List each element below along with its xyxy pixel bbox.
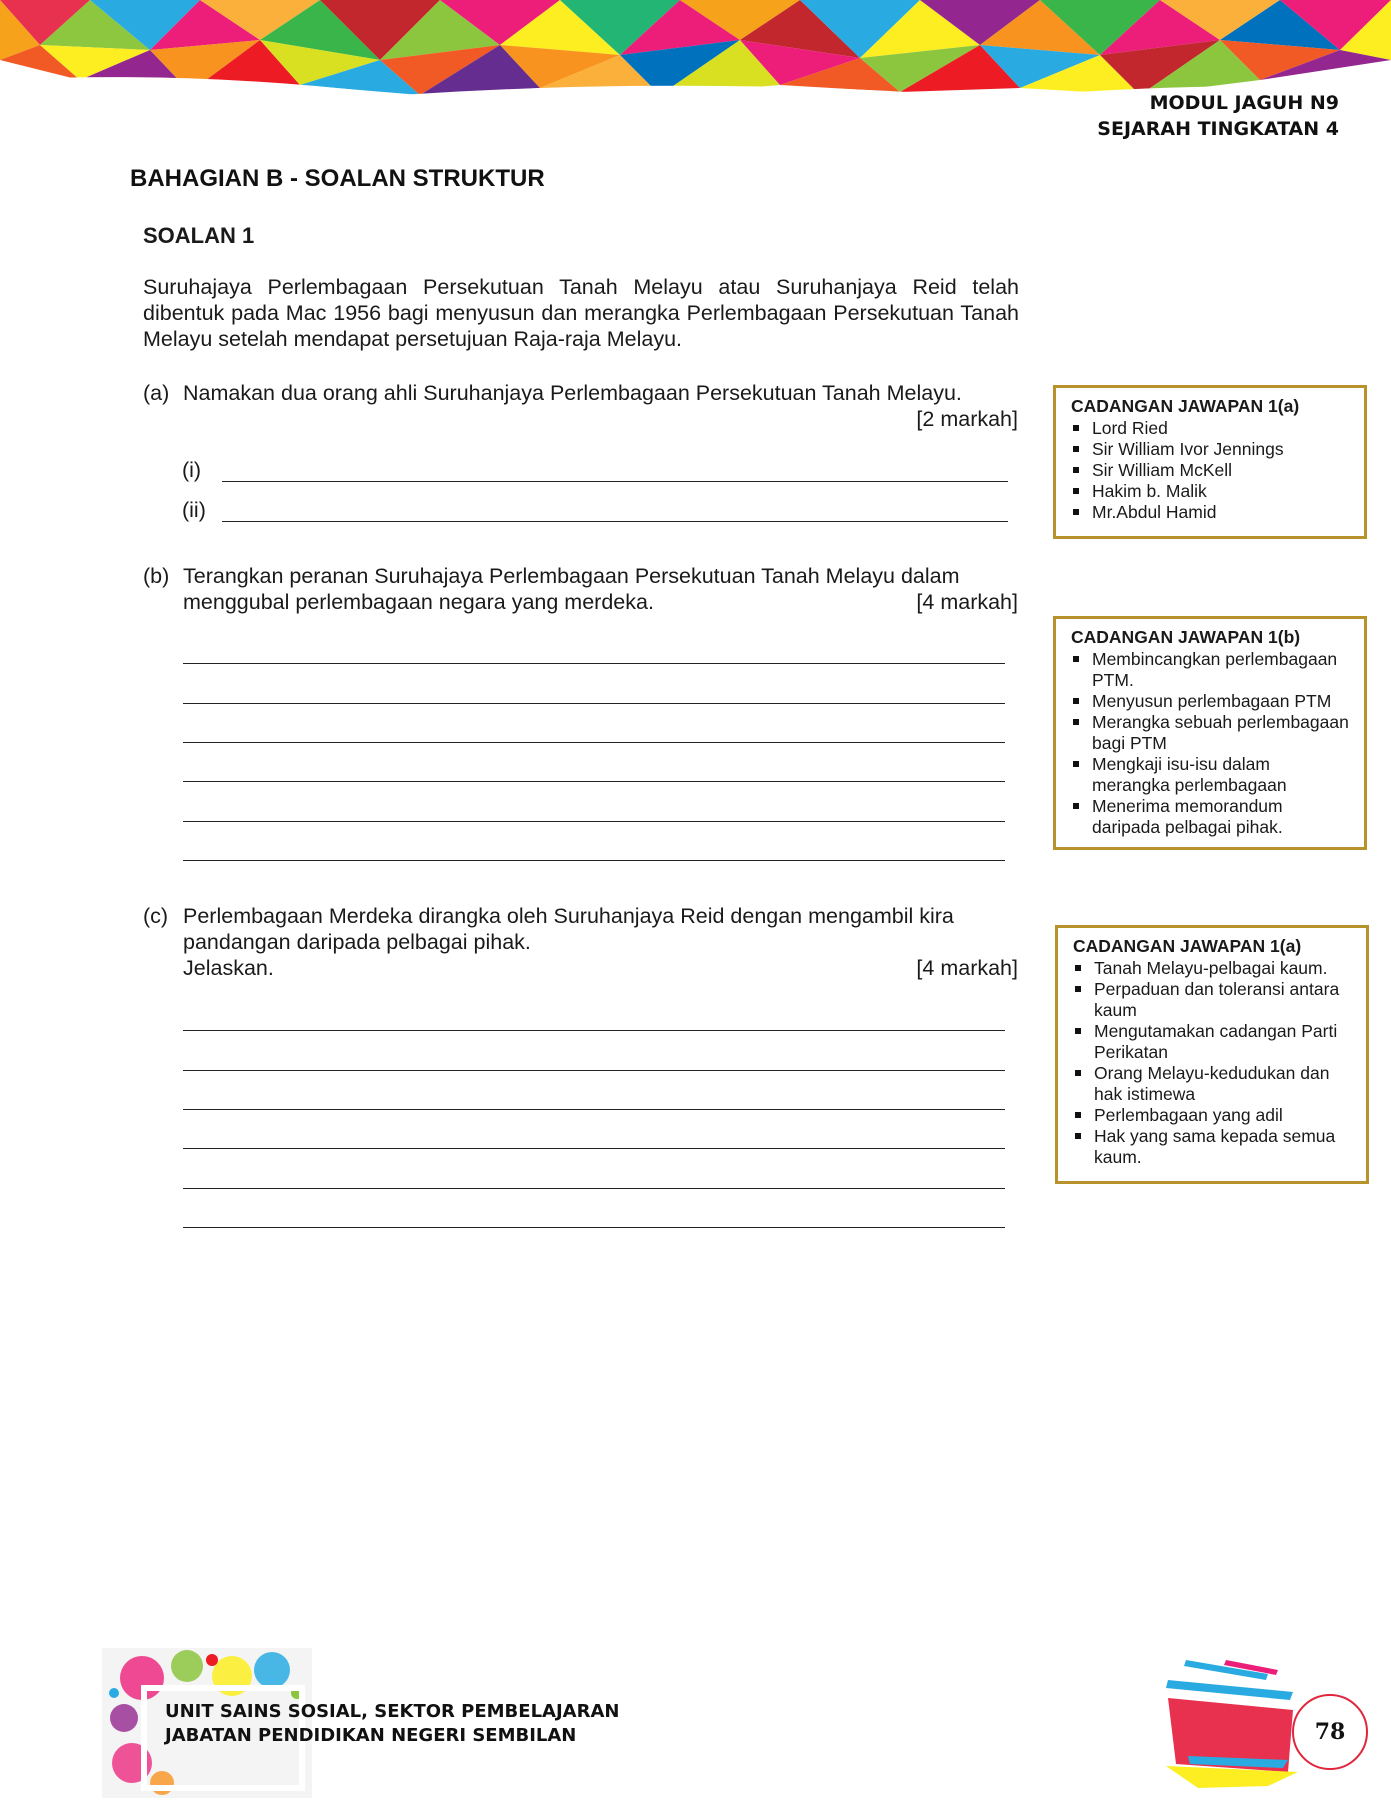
answer-box-c-list [1073, 958, 1352, 1168]
list-item-text: Menerima memorandum daripada pelbagai pihak. [1092, 796, 1283, 837]
question-intro: Suruhajaya Perlembagaan Persekutuan Tanah Melayu atau Suruhanjaya Reid telah dibentuk pada Mac 1956 bagi menyusun dan merangka Perlembagaan Persekutuan Tanah Melayu setelah mendapat persetujuan Raja-raja Melayu. [143, 275, 1019, 351]
list-item [1071, 439, 1350, 460]
list-item [1073, 1105, 1352, 1126]
answer-line-b2[interactable] [183, 703, 1005, 704]
answer-box-a [1053, 385, 1367, 539]
bullet-icon [1073, 656, 1079, 662]
answer-line-b6[interactable] [183, 860, 1005, 861]
list-item-text: Mengkaji isu-isu dalam merangka perlembagaan [1092, 754, 1287, 795]
bullet-icon [1075, 1133, 1081, 1139]
answer-line-c2[interactable] [183, 1070, 1005, 1071]
bullet-icon [1075, 986, 1081, 992]
part-c-question-line1: Perlembagaan Merdeka dirangka oleh Suruhanjaya Reid dengan mengambil kira [183, 904, 954, 928]
part-a-marks: [2 markah] [916, 407, 1018, 431]
list-item-text: Membincangkan perlembagaan PTM. [1092, 649, 1338, 690]
footer-line1: UNIT SAINS SOSIAL, SEKTOR PEMBELAJARAN [165, 1701, 620, 1722]
bullet-icon [1073, 698, 1079, 704]
list-item-text: Mengutamakan cadangan Parti Perikatan [1094, 1021, 1338, 1062]
answer-box-b [1053, 616, 1367, 850]
part-c-label: (c) [143, 904, 169, 928]
list-item-text: Mr.Abdul Hamid [1092, 502, 1217, 522]
page-number: 78 [1292, 1694, 1368, 1770]
answer-line-c1[interactable] [183, 1030, 1005, 1031]
list-item [1071, 754, 1350, 796]
part-b-label: (b) [143, 564, 170, 588]
part-a-label: (a) [143, 381, 170, 405]
part-a [143, 380, 1018, 432]
list-item [1071, 481, 1350, 502]
list-item [1071, 418, 1350, 439]
bullet-icon [1075, 1028, 1081, 1034]
list-item [1073, 979, 1352, 1021]
bullet-icon [1073, 425, 1079, 431]
bullet-icon [1073, 761, 1079, 767]
answer-box-c [1055, 925, 1369, 1184]
bullet-icon [1073, 719, 1079, 725]
list-item [1071, 796, 1350, 838]
bullet-icon [1073, 467, 1079, 473]
list-item [1071, 691, 1350, 712]
answer-line-b5[interactable] [183, 821, 1005, 822]
answer-line-b1[interactable] [183, 663, 1005, 664]
answer-box-a-list [1071, 418, 1350, 523]
footer-department [165, 1700, 619, 1748]
list-item-text: Lord Ried [1092, 418, 1168, 438]
list-item [1071, 649, 1350, 691]
answer-box-a-title: CADANGAN JAWAPAN 1(a) [1071, 396, 1300, 416]
answer-line-c4[interactable] [183, 1148, 1005, 1149]
answer-line-a2[interactable] [222, 521, 1008, 522]
bullet-icon [1073, 803, 1079, 809]
decorative-banner [0, 0, 1391, 100]
list-item [1073, 1126, 1352, 1168]
part-b [143, 563, 1018, 615]
answer-line-c6[interactable] [183, 1227, 1005, 1228]
list-item-text: Menyusun perlembagaan PTM [1092, 691, 1332, 711]
part-c-question-line3: Jelaskan. [183, 956, 274, 980]
answer-line-c5[interactable] [183, 1188, 1005, 1189]
module-subject: SEJARAH TINGKATAN 4 [1097, 118, 1339, 140]
list-item [1071, 502, 1350, 523]
answer-label-ii: (ii) [182, 498, 206, 522]
list-item [1073, 1021, 1352, 1063]
part-b-question-line1: Terangkan peranan Suruhajaya Perlembagaan Persekutuan Tanah Melayu dalam [183, 564, 960, 588]
module-header [1097, 90, 1339, 142]
answer-line-b3[interactable] [183, 742, 1005, 743]
bullet-icon [1075, 1070, 1081, 1076]
answer-line-c3[interactable] [183, 1109, 1005, 1110]
bullet-icon [1073, 509, 1079, 515]
part-c [143, 903, 1018, 981]
question-title: SOALAN 1 [143, 223, 255, 248]
list-item-text: Sir William Ivor Jennings [1092, 439, 1284, 459]
answer-label-i: (i) [182, 458, 202, 482]
list-item [1071, 712, 1350, 754]
part-a-question: Namakan dua orang ahli Suruhanjaya Perlembagaan Persekutuan Tanah Melayu. [183, 381, 962, 405]
answer-box-c-title: CADANGAN JAWAPAN 1(a) [1073, 936, 1302, 956]
module-name: MODUL JAGUH N9 [1149, 92, 1339, 114]
part-b-question-line2: menggubal perlembagaan negara yang merdeka. [183, 590, 654, 614]
section-title: BAHAGIAN B - SOALAN STRUKTUR [130, 165, 545, 192]
list-item [1071, 460, 1350, 481]
list-item-text: Orang Melayu-kedudukan dan hak istimewa [1094, 1063, 1330, 1104]
answer-line-b4[interactable] [183, 781, 1005, 782]
list-item [1073, 958, 1352, 979]
list-item-text: Hak yang sama kepada semua kaum. [1094, 1126, 1336, 1167]
list-item-text: Tanah Melayu-pelbagai kaum. [1094, 958, 1328, 978]
part-b-marks: [4 markah] [916, 590, 1018, 614]
list-item-text: Merangka sebuah perlembagaan bagi PTM [1092, 712, 1349, 753]
list-item [1073, 1063, 1352, 1105]
bullet-icon [1075, 1112, 1081, 1118]
answer-box-b-list [1071, 649, 1350, 838]
list-item-text: Perlembagaan yang adil [1094, 1105, 1283, 1125]
bullet-icon [1073, 446, 1079, 452]
list-item-text: Hakim b. Malik [1092, 481, 1207, 501]
list-item-text: Perpaduan dan toleransi antara kaum [1094, 979, 1340, 1020]
answer-box-b-title: CADANGAN JAWAPAN 1(b) [1071, 627, 1301, 647]
part-c-marks: [4 markah] [916, 956, 1018, 980]
bullet-icon [1073, 488, 1079, 494]
bullet-icon [1075, 965, 1081, 971]
answer-line-a1[interactable] [222, 481, 1008, 482]
part-c-question-line2: pandangan daripada pelbagai pihak. [183, 930, 531, 954]
list-item-text: Sir William McKell [1092, 460, 1232, 480]
footer-line2: JABATAN PENDIDIKAN NEGERI SEMBILAN [165, 1725, 577, 1746]
